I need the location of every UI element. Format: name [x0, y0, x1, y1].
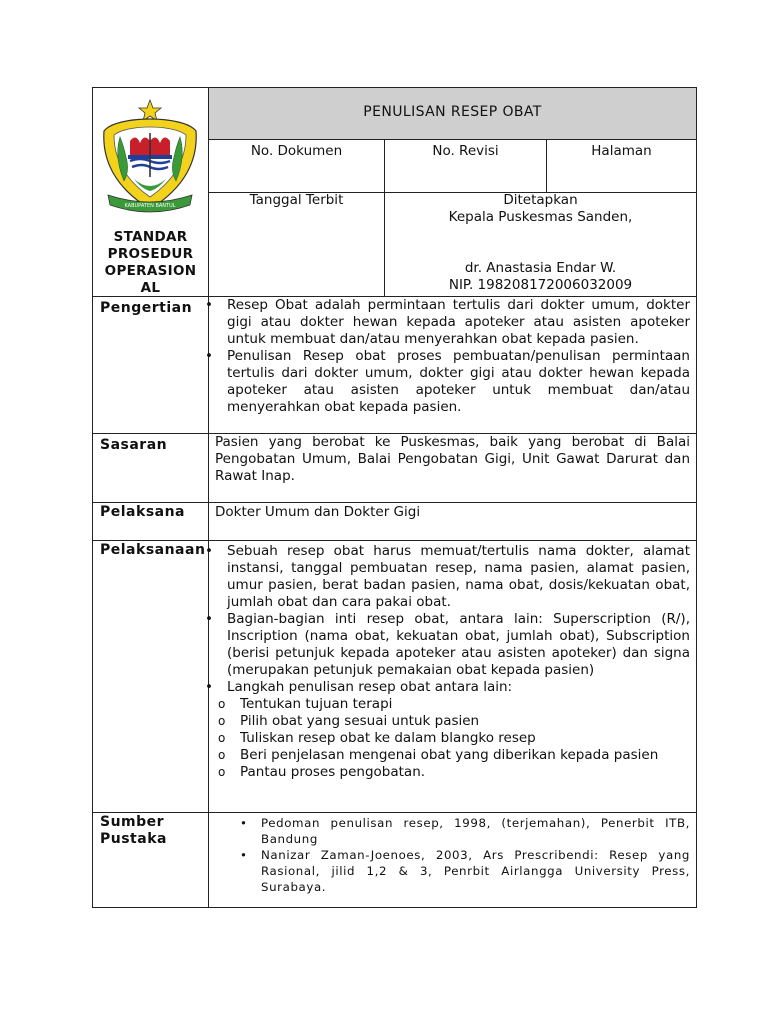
table-border: [208, 139, 697, 140]
pelaksana-label: Pelaksana: [100, 504, 186, 520]
sop-label-line: AL: [140, 280, 161, 296]
circle-bullet-icon: o: [218, 765, 226, 779]
table-border: [208, 87, 209, 908]
table-border: [92, 812, 697, 813]
sumber-label: Sumber Pustaka: [100, 814, 167, 847]
pengertian-content: [205, 297, 690, 416]
pelaksanaan-content: [205, 543, 690, 781]
bullet-icon: •: [205, 297, 213, 313]
table-border: [92, 502, 697, 503]
step-item: o Beri penjelasan mengenai obat yang diberikan kepada pasien: [218, 747, 659, 763]
sop-label-line: STANDAR: [113, 229, 188, 245]
list-item: • Langkah penulisan resep obat antara lain:: [205, 679, 513, 695]
star-icon: [139, 100, 161, 121]
signatory-nip: NIP. 19820817200603200​9: [448, 277, 633, 293]
halaman-label: Halaman: [591, 143, 652, 159]
ditetapkan-label: Ditetapkan: [503, 192, 578, 208]
table-border: [92, 540, 697, 541]
table-border: [92, 87, 697, 88]
sasaran-label: Sasaran: [100, 437, 168, 453]
sop-label: [93, 229, 208, 297]
step-item: o Pantau proses pengobatan.: [218, 764, 426, 780]
step-item: o Tentukan tujuan terapi: [218, 696, 393, 712]
tanggal-terbit-label: Tanggal Terbit: [249, 192, 344, 208]
emblem-ribbon-text: KABUPATEN BANTUL: [124, 203, 176, 209]
bantul-emblem: [100, 97, 200, 219]
document-title: PENULISAN RESEP OBAT: [363, 104, 542, 120]
step-item: o Tuliskan resep obat ke dalam blangko resep: [218, 730, 536, 746]
list-item: • Bagian-bagian inti resep obat, antara lain: Superscription (R/), Inscription (nama obat, kekuatan obat, jumlah obat), Subscription (berisi petunjuk kepada apoteker atau asisten apoteker) dan signa (merupakan petunjuk pemakaian obat kepada pasien): [205, 611, 690, 678]
list-item: • Sebuah resep obat harus memuat/tertulis nama dokter, alamat instansi, tanggal pembuatan resep, nama pasien, alamat pasien, umur pasien, berat badan pasien, nama obat, dosis/kekuatan obat, jumlah obat dan cara pakai obat.: [205, 543, 690, 610]
circle-bullet-icon: o: [218, 697, 226, 711]
step-item: o Pilih obat yang sesuai untuk pasien: [218, 713, 480, 729]
reference-item: • Pedoman penulisan resep, 1998, (terjemahan), Penerbit ITB, Bandung: [240, 816, 690, 846]
sop-label-line: OPERASION: [104, 263, 197, 279]
bullet-icon: •: [240, 848, 248, 862]
circle-bullet-icon: o: [218, 714, 226, 728]
pelaksanaan-label: Pelaksanaan: [100, 542, 206, 558]
reference-item: • Nanizar Zaman-Joenoes, 2003, Ars Prescribendi: Resep yang Rasional, jilid 1,2 & 3, Penrbit Airlangga University Press, Surabaya.: [240, 848, 690, 894]
pengertian-label: Pengertian: [100, 300, 193, 316]
list-item: • Resep Obat adalah permintaan tertulis dari dokter umum, dokter gigi atau dokter hewan kepada apoteker atau asisten apoteker untuk membuat dan/atau menyerahkan obat kepada pasien.: [205, 297, 690, 347]
table-border: [92, 907, 697, 908]
ditetapkan-block: [385, 192, 696, 294]
sumber-content: [209, 815, 690, 895]
table-border: [92, 87, 93, 908]
sop-label-line: PROSEDUR: [107, 246, 194, 262]
circle-bullet-icon: o: [218, 731, 226, 745]
bullet-icon: •: [240, 816, 248, 830]
bullet-icon: •: [205, 348, 213, 364]
bullet-icon: •: [205, 679, 213, 695]
kepala-label: Kepala Puskesmas Sanden,: [448, 209, 633, 225]
circle-bullet-icon: o: [218, 748, 226, 762]
sasaran-text: Pasien yang berobat ke Puskesmas, baik yang berobat di Balai Pengobatan Umum, Balai Pengobatan Gigi, Unit Gawat Darurat dan Rawat Inap.: [215, 434, 690, 484]
list-item: • Penulisan Resep obat proses pembuatan/penulisan permintaan tertulis dari dokter umum, dokter gigi atau dokter hewan kepada apoteker atau asisten apoteker untuk membuat dan/atau menyerahkan obat kepada pasien.: [205, 348, 690, 415]
table-border: [696, 87, 697, 908]
signatory-name: dr. Anastasia Endar W.: [464, 260, 617, 276]
no-dokumen-label: No. Dokumen: [250, 143, 343, 159]
bullet-icon: •: [205, 611, 213, 627]
pelaksana-text: Dokter Umum dan Dokter Gigi: [215, 504, 421, 520]
bullet-icon: •: [205, 543, 213, 559]
no-revisi-label: No. Revisi: [432, 143, 499, 159]
